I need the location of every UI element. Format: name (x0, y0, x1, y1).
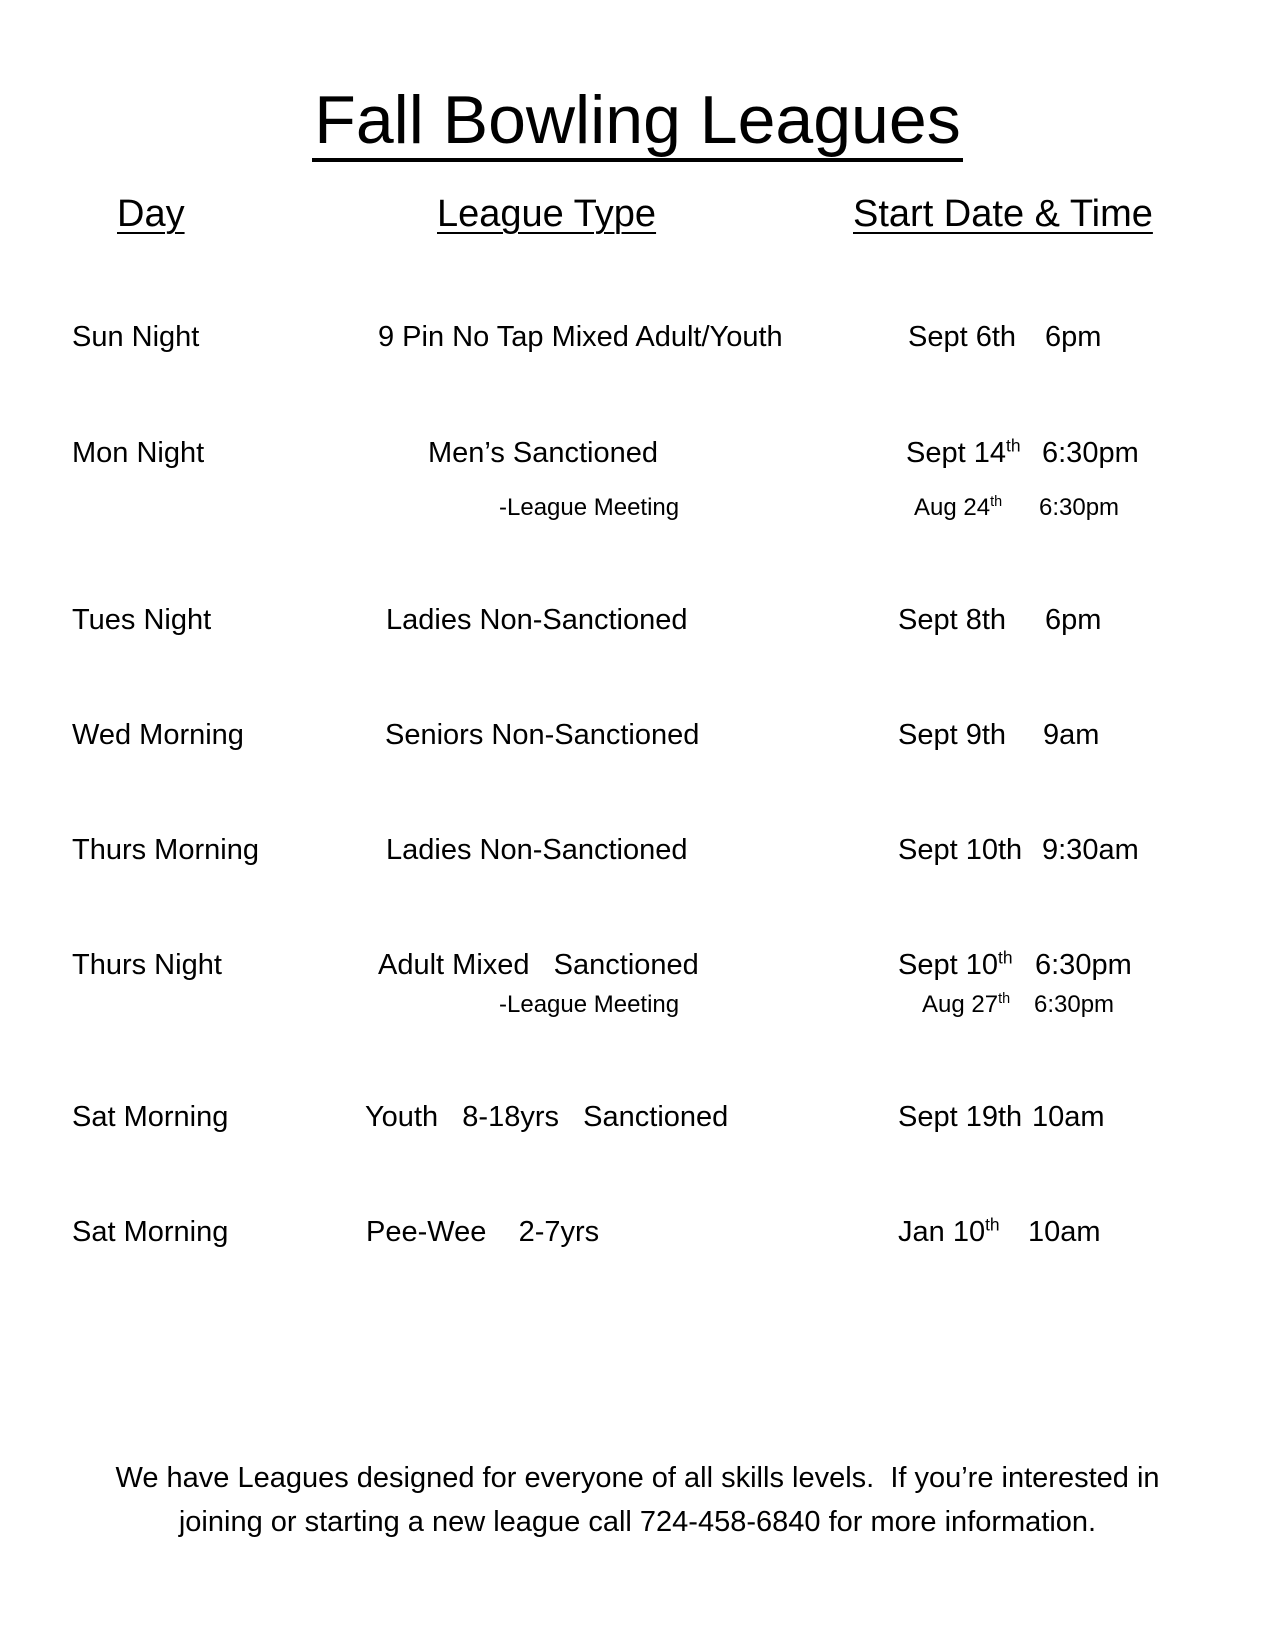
row-day: Thurs Night (72, 949, 222, 981)
row-league: Men’s Sanctioned (428, 437, 659, 469)
row-day: Wed Morning (72, 719, 244, 751)
row-date: Sept 10th (898, 947, 1013, 981)
row-day: Sat Morning (72, 1101, 229, 1133)
row-league: Ladies Non-Sanctioned (386, 604, 688, 636)
row-league: Adult Mixed Sanctioned (378, 949, 699, 981)
row-league: 9 Pin No Tap Mixed Adult/Youth (378, 321, 783, 353)
row-date: Sept 8th (898, 604, 1007, 636)
row-sub-league: -League Meeting (499, 991, 680, 1018)
row-day: Sun Night (72, 321, 200, 353)
row-day: Sat Morning (72, 1216, 229, 1248)
row-time: 9am (1043, 719, 1100, 751)
row-league: Ladies Non-Sanctioned (386, 834, 688, 866)
row-league: Seniors Non-Sanctioned (385, 719, 700, 751)
row-time: 6:30pm (1042, 437, 1139, 469)
footer-line-2: joining or starting a new league call 724-458-6840 for more information. (178, 1506, 1097, 1538)
header-league-type: League Type (437, 193, 657, 235)
row-day: Mon Night (72, 437, 205, 469)
row-league: Youth 8-18yrs Sanctioned (365, 1101, 729, 1133)
row-time: 10am (1028, 1216, 1101, 1248)
row-sub-league: -League Meeting (499, 494, 680, 521)
row-time: 6pm (1045, 604, 1102, 636)
page-title-text: Fall Bowling Leagues (312, 82, 962, 162)
row-league: Pee-Wee 2-7yrs (366, 1216, 600, 1248)
header-day: Day (117, 193, 185, 235)
row-time: 6:30pm (1035, 949, 1132, 981)
row-date: Jan 10th (898, 1214, 1000, 1248)
row-date: Sept 6th (908, 321, 1017, 353)
row-sub-date: Aug 27th (922, 991, 1011, 1018)
page-title (0, 80, 1275, 160)
footer-line-1: We have Leagues designed for everyone of all skills levels. If you’re interested in (115, 1462, 1160, 1494)
row-date: Sept 9th (898, 719, 1007, 751)
row-time: 10am (1032, 1101, 1105, 1133)
row-date: Sept 10th (898, 834, 1023, 866)
row-time: 9:30am (1042, 834, 1139, 866)
row-day: Tues Night (72, 604, 212, 636)
row-sub-time: 6:30pm (1034, 991, 1115, 1018)
row-day: Thurs Morning (72, 834, 259, 866)
row-sub-time: 6:30pm (1039, 494, 1120, 521)
footer-note (0, 1456, 1275, 1544)
row-date: Sept 14th (906, 435, 1021, 469)
row-sub-date: Aug 24th (914, 494, 1003, 521)
row-date: Sept 19th (898, 1101, 1023, 1133)
row-time: 6pm (1045, 321, 1102, 353)
header-start-date-time: Start Date & Time (853, 193, 1153, 235)
